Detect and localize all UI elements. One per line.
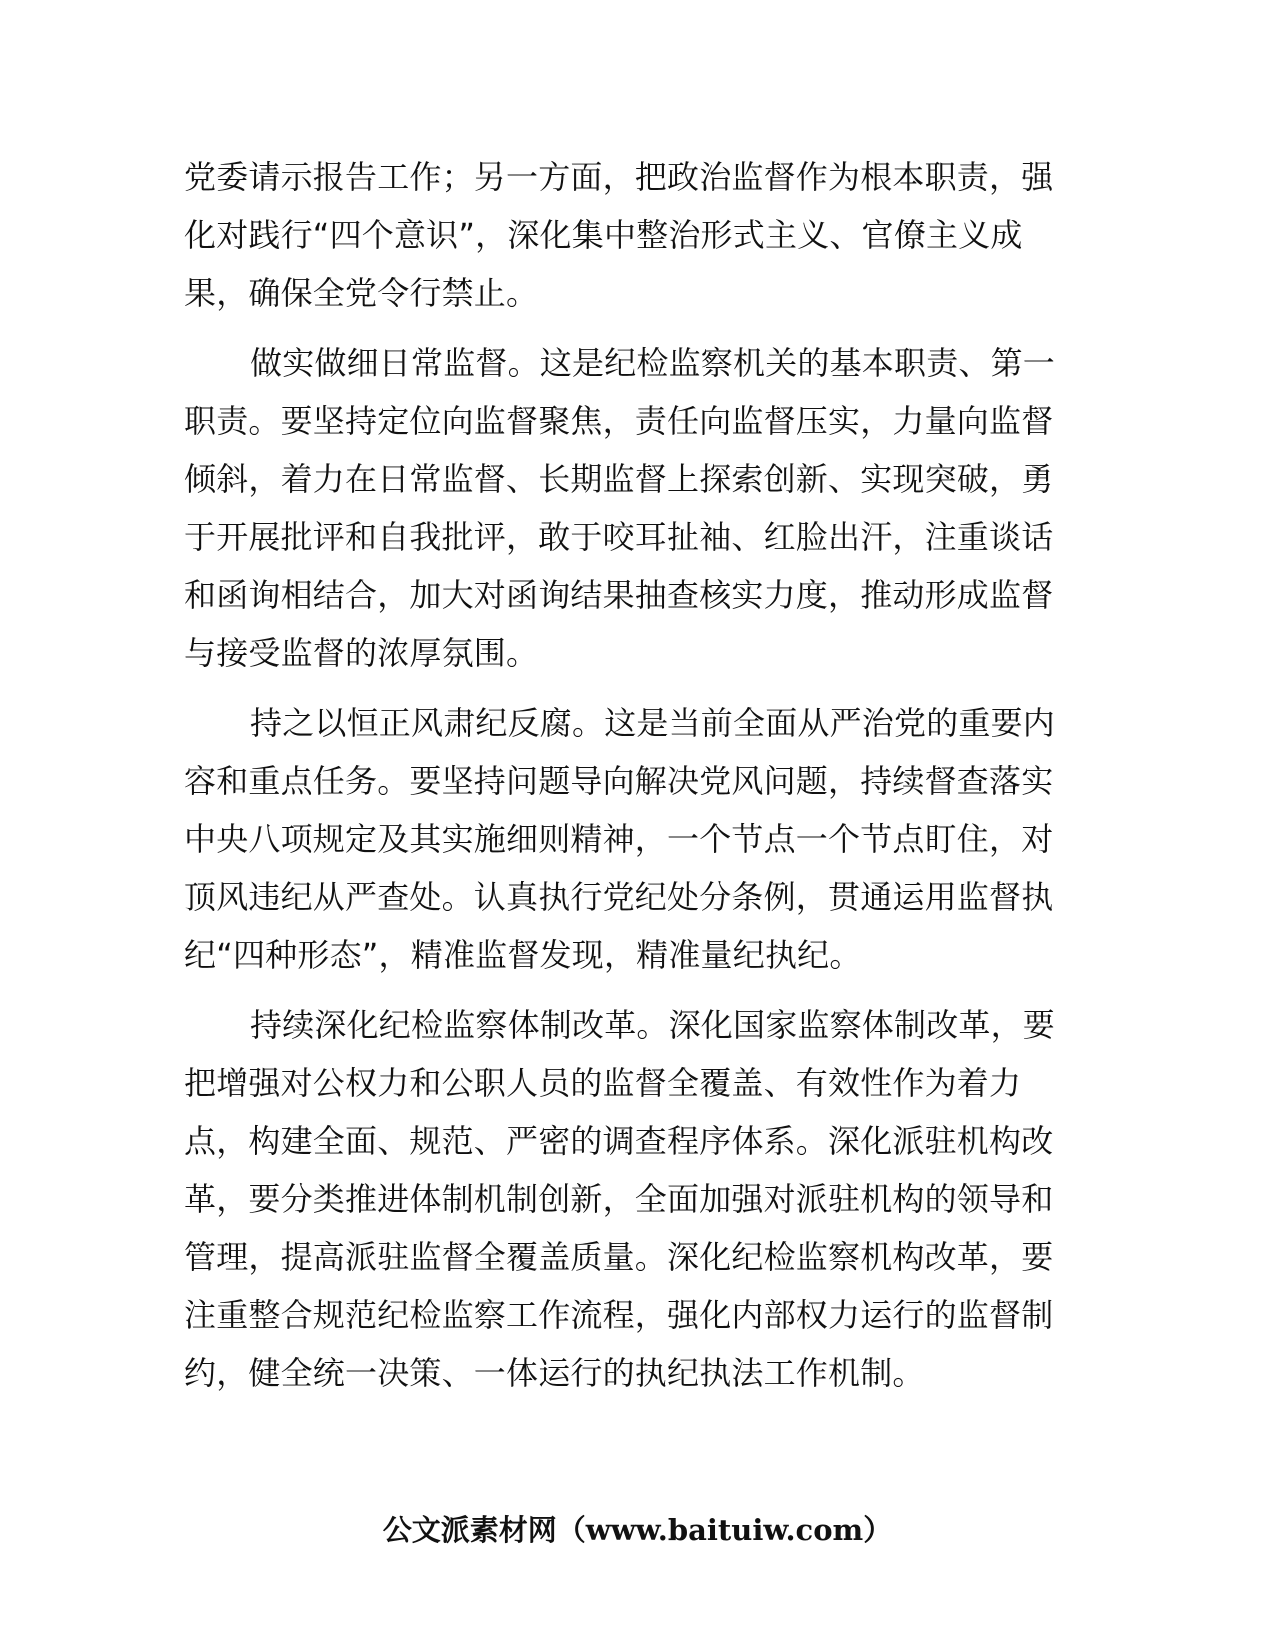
paragraph-3 <box>184 694 1088 984</box>
text-line: 倾斜，着力在日常监督、长期监督上探索创新、实现突破，勇 <box>184 460 1054 498</box>
text-line: 革，要分类推进体制机制创新，全面加强对派驻机构的领导和 <box>184 1180 1054 1218</box>
text-line: 持之以恒正风肃纪反腐。这是当前全面从严治党的重要内 <box>250 704 1056 742</box>
text-line: 持续深化纪检监察体制改革。深化国家监察体制改革，要 <box>250 1006 1056 1044</box>
paragraph-1 <box>184 148 1088 322</box>
text-line: 化对践行“四个意识”，深化集中整治形式主义、官僚主义成 <box>184 216 1023 254</box>
paragraph-4 <box>184 996 1088 1402</box>
text-line: 与接受监督的浓厚氛围。 <box>184 634 539 672</box>
text-line: 点，构建全面、规范、严密的调查程序体系。深化派驻机构改 <box>184 1122 1054 1160</box>
text-line: 中央八项规定及其实施细则精神，一个节点一个节点盯住，对 <box>184 820 1054 858</box>
paragraph-2 <box>184 334 1088 682</box>
text-line: 做实做细日常监督。这是纪检监察机关的基本职责、第一 <box>250 344 1056 382</box>
text-line: 顶风违纪从严查处。认真执行党纪处分条例，贯通运用监督执 <box>184 878 1054 916</box>
document-body <box>184 148 1088 1402</box>
text-line: 把增强对公权力和公职人员的监督全覆盖、有效性作为着力 <box>184 1064 1022 1102</box>
text-line: 果，确保全党令行禁止。 <box>184 274 539 312</box>
text-line: 注重整合规范纪检监察工作流程，强化内部权力运行的监督制 <box>184 1296 1054 1334</box>
text-line: 容和重点任务。要坚持问题导向解决党风问题，持续督查落实 <box>184 762 1054 800</box>
text-line: 职责。要坚持定位向监督聚焦，责任向监督压实，力量向监督 <box>184 402 1054 440</box>
text-line: 约，健全统一决策、一体运行的执纪执法工作机制。 <box>184 1354 925 1392</box>
footer-source-text: 公文派素材网（www.baituiw.com） <box>382 1513 893 1547</box>
text-line: 管理，提高派驻监督全覆盖质量。深化纪检监察机构改革，要 <box>184 1238 1054 1276</box>
text-line: 于开展批评和自我批评，敢于咬耳扯袖、红脸出汗，注重谈话 <box>184 518 1054 556</box>
text-line: 党委请示报告工作；另一方面，把政治监督作为根本职责，强 <box>184 158 1054 196</box>
text-line: 纪“四种形态”，精准监督发现，精准量纪执纪。 <box>184 936 862 974</box>
text-line: 和函询相结合，加大对函询结果抽查核实力度，推动形成监督 <box>184 576 1054 614</box>
